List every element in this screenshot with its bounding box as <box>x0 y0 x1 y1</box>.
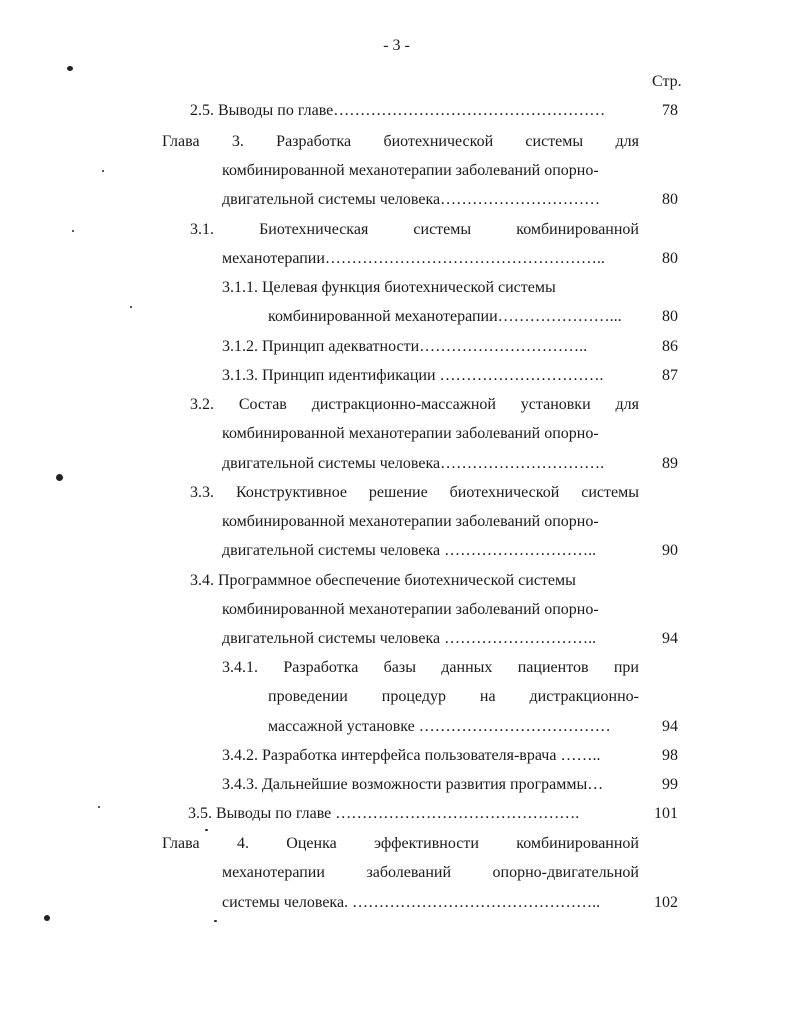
toc-word: системы <box>581 484 639 501</box>
toc-word: для <box>615 133 639 150</box>
toc-page-number: 101 <box>654 805 678 822</box>
toc-entry-line: комбинированной механотерапии заболеваний опорно- <box>222 513 599 530</box>
toc-entry-text: 3.4.3. Дальнейшие возможности развития программы… <box>222 776 604 793</box>
toc-entry-line: массажной установке ……………………………… <box>268 718 611 735</box>
toc-entry-line: комбинированной механотерапии…………………... <box>268 308 622 325</box>
toc-word: 4. <box>236 835 249 852</box>
toc-page-number: 98 <box>662 747 678 764</box>
toc-word: 3.4.1. <box>222 659 258 676</box>
scan-speck <box>98 806 100 808</box>
page-column-header: Стр. <box>652 73 682 90</box>
toc-word: Оценка <box>286 835 337 852</box>
toc-entry-line: двигательной системы человека ……………………….. <box>222 542 597 559</box>
toc-entry-line: 3.4. Программное обеспечение биотехнической системы <box>190 572 576 589</box>
toc-word: пациентов <box>517 659 589 676</box>
toc-word: решение <box>368 484 428 501</box>
toc-page-number: 86 <box>662 338 678 355</box>
toc-entry-line: комбинированной механотерапии заболеваний опорно- <box>222 425 599 442</box>
toc-entry-line: комбинированной механотерапии заболеваний опорно- <box>222 162 599 179</box>
toc-word: биотехнической <box>383 133 494 150</box>
toc-word: дистракционно- <box>529 688 639 705</box>
toc-word: базы <box>383 659 416 676</box>
page-number: - 3 - <box>383 37 410 54</box>
toc-word: установки <box>520 396 591 413</box>
toc-word: системы <box>413 221 472 238</box>
toc-entry-line: системы человека. ……………………………………….. <box>222 894 601 911</box>
toc-entry-text: 3.4.2. Разработка интерфейса пользователя-врача …….. <box>222 747 601 764</box>
scan-speck <box>214 920 217 922</box>
toc-word: биотехнической <box>449 484 560 501</box>
toc-entry-line <box>268 689 639 705</box>
toc-word: комбинированной <box>516 221 639 238</box>
toc-word: дистракционно-массажной <box>311 396 496 413</box>
toc-entry-text: 3.5. Выводы по главе ………………………………………. <box>188 805 580 822</box>
scan-speck <box>72 230 74 232</box>
toc-page-number: 89 <box>662 455 678 472</box>
toc-entry-line: двигательной системы человека…………………………. <box>222 455 605 472</box>
scan-speck <box>44 915 50 921</box>
toc-word: 3.1. <box>190 221 214 238</box>
toc-entry-line <box>162 836 639 852</box>
toc-word: Глава <box>162 835 200 852</box>
toc-entry-line <box>162 134 639 150</box>
scan-speck <box>56 474 63 481</box>
toc-page-number: 80 <box>662 250 678 267</box>
toc-entry-text: 2.5. Выводы по главе…………………………………………… <box>190 102 606 119</box>
toc-entry-line: двигательной системы человека………………………… <box>222 191 601 208</box>
scan-speck <box>205 829 208 831</box>
toc-page-number: 87 <box>662 367 678 384</box>
toc-word: заболеваний <box>366 864 452 881</box>
scan-speck <box>67 66 73 71</box>
toc-word: процедур <box>381 688 446 705</box>
toc-word: Конструктивное <box>235 484 347 501</box>
toc-word: проведении <box>268 688 348 705</box>
toc-entry-text: 3.1.3. Принцип идентификации …………………………. <box>222 367 604 384</box>
toc-entry-line: двигательной системы человека ……………………….. <box>222 630 597 647</box>
toc-entry-line <box>222 865 639 881</box>
toc-word: Разработка <box>283 659 359 676</box>
toc-word: на <box>479 688 496 705</box>
toc-word: эффективности <box>374 835 479 852</box>
toc-word: для <box>615 396 639 413</box>
toc-page-number: 80 <box>662 308 678 325</box>
toc-word: Биотехническая <box>259 221 369 238</box>
toc-word: Состав <box>238 396 287 413</box>
toc-word: 3.2. <box>190 396 214 413</box>
toc-page-number: 94 <box>662 630 678 647</box>
toc-page-number: 102 <box>654 894 678 911</box>
scan-speck <box>102 170 104 172</box>
toc-page-number: 99 <box>662 776 678 793</box>
toc-page-number: 94 <box>662 718 678 735</box>
toc-word: Глава <box>162 133 200 150</box>
toc-entry-text: 3.1.2. Принцип адекватности………………………….. <box>222 338 588 355</box>
toc-page-number: 80 <box>662 191 678 208</box>
toc-word: данных <box>441 659 493 676</box>
toc-word: 3. <box>231 133 244 150</box>
toc-entry-line: механотерапии…………………………………………….. <box>222 250 605 267</box>
toc-entry-line: 3.1.1. Целевая функция биотехнической системы <box>222 279 556 296</box>
toc-entry-line <box>190 485 639 501</box>
toc-word: 3.3. <box>190 484 214 501</box>
scan-speck <box>130 306 132 308</box>
toc-word: при <box>613 659 639 676</box>
toc-entry-line <box>222 660 639 676</box>
toc-entry-line: комбинированной механотерапии заболеваний опорно- <box>222 601 599 618</box>
toc-word: Разработка <box>276 133 352 150</box>
toc-page-number: 90 <box>662 542 678 559</box>
toc-word: опорно-двигательной <box>492 864 639 881</box>
toc-page-number: 78 <box>662 102 678 119</box>
toc-entry-line <box>190 397 639 413</box>
toc-word: механотерапии <box>222 864 325 881</box>
toc-entry-line <box>190 222 639 238</box>
toc-word: системы <box>525 133 584 150</box>
toc-word: комбинированной <box>516 835 639 852</box>
